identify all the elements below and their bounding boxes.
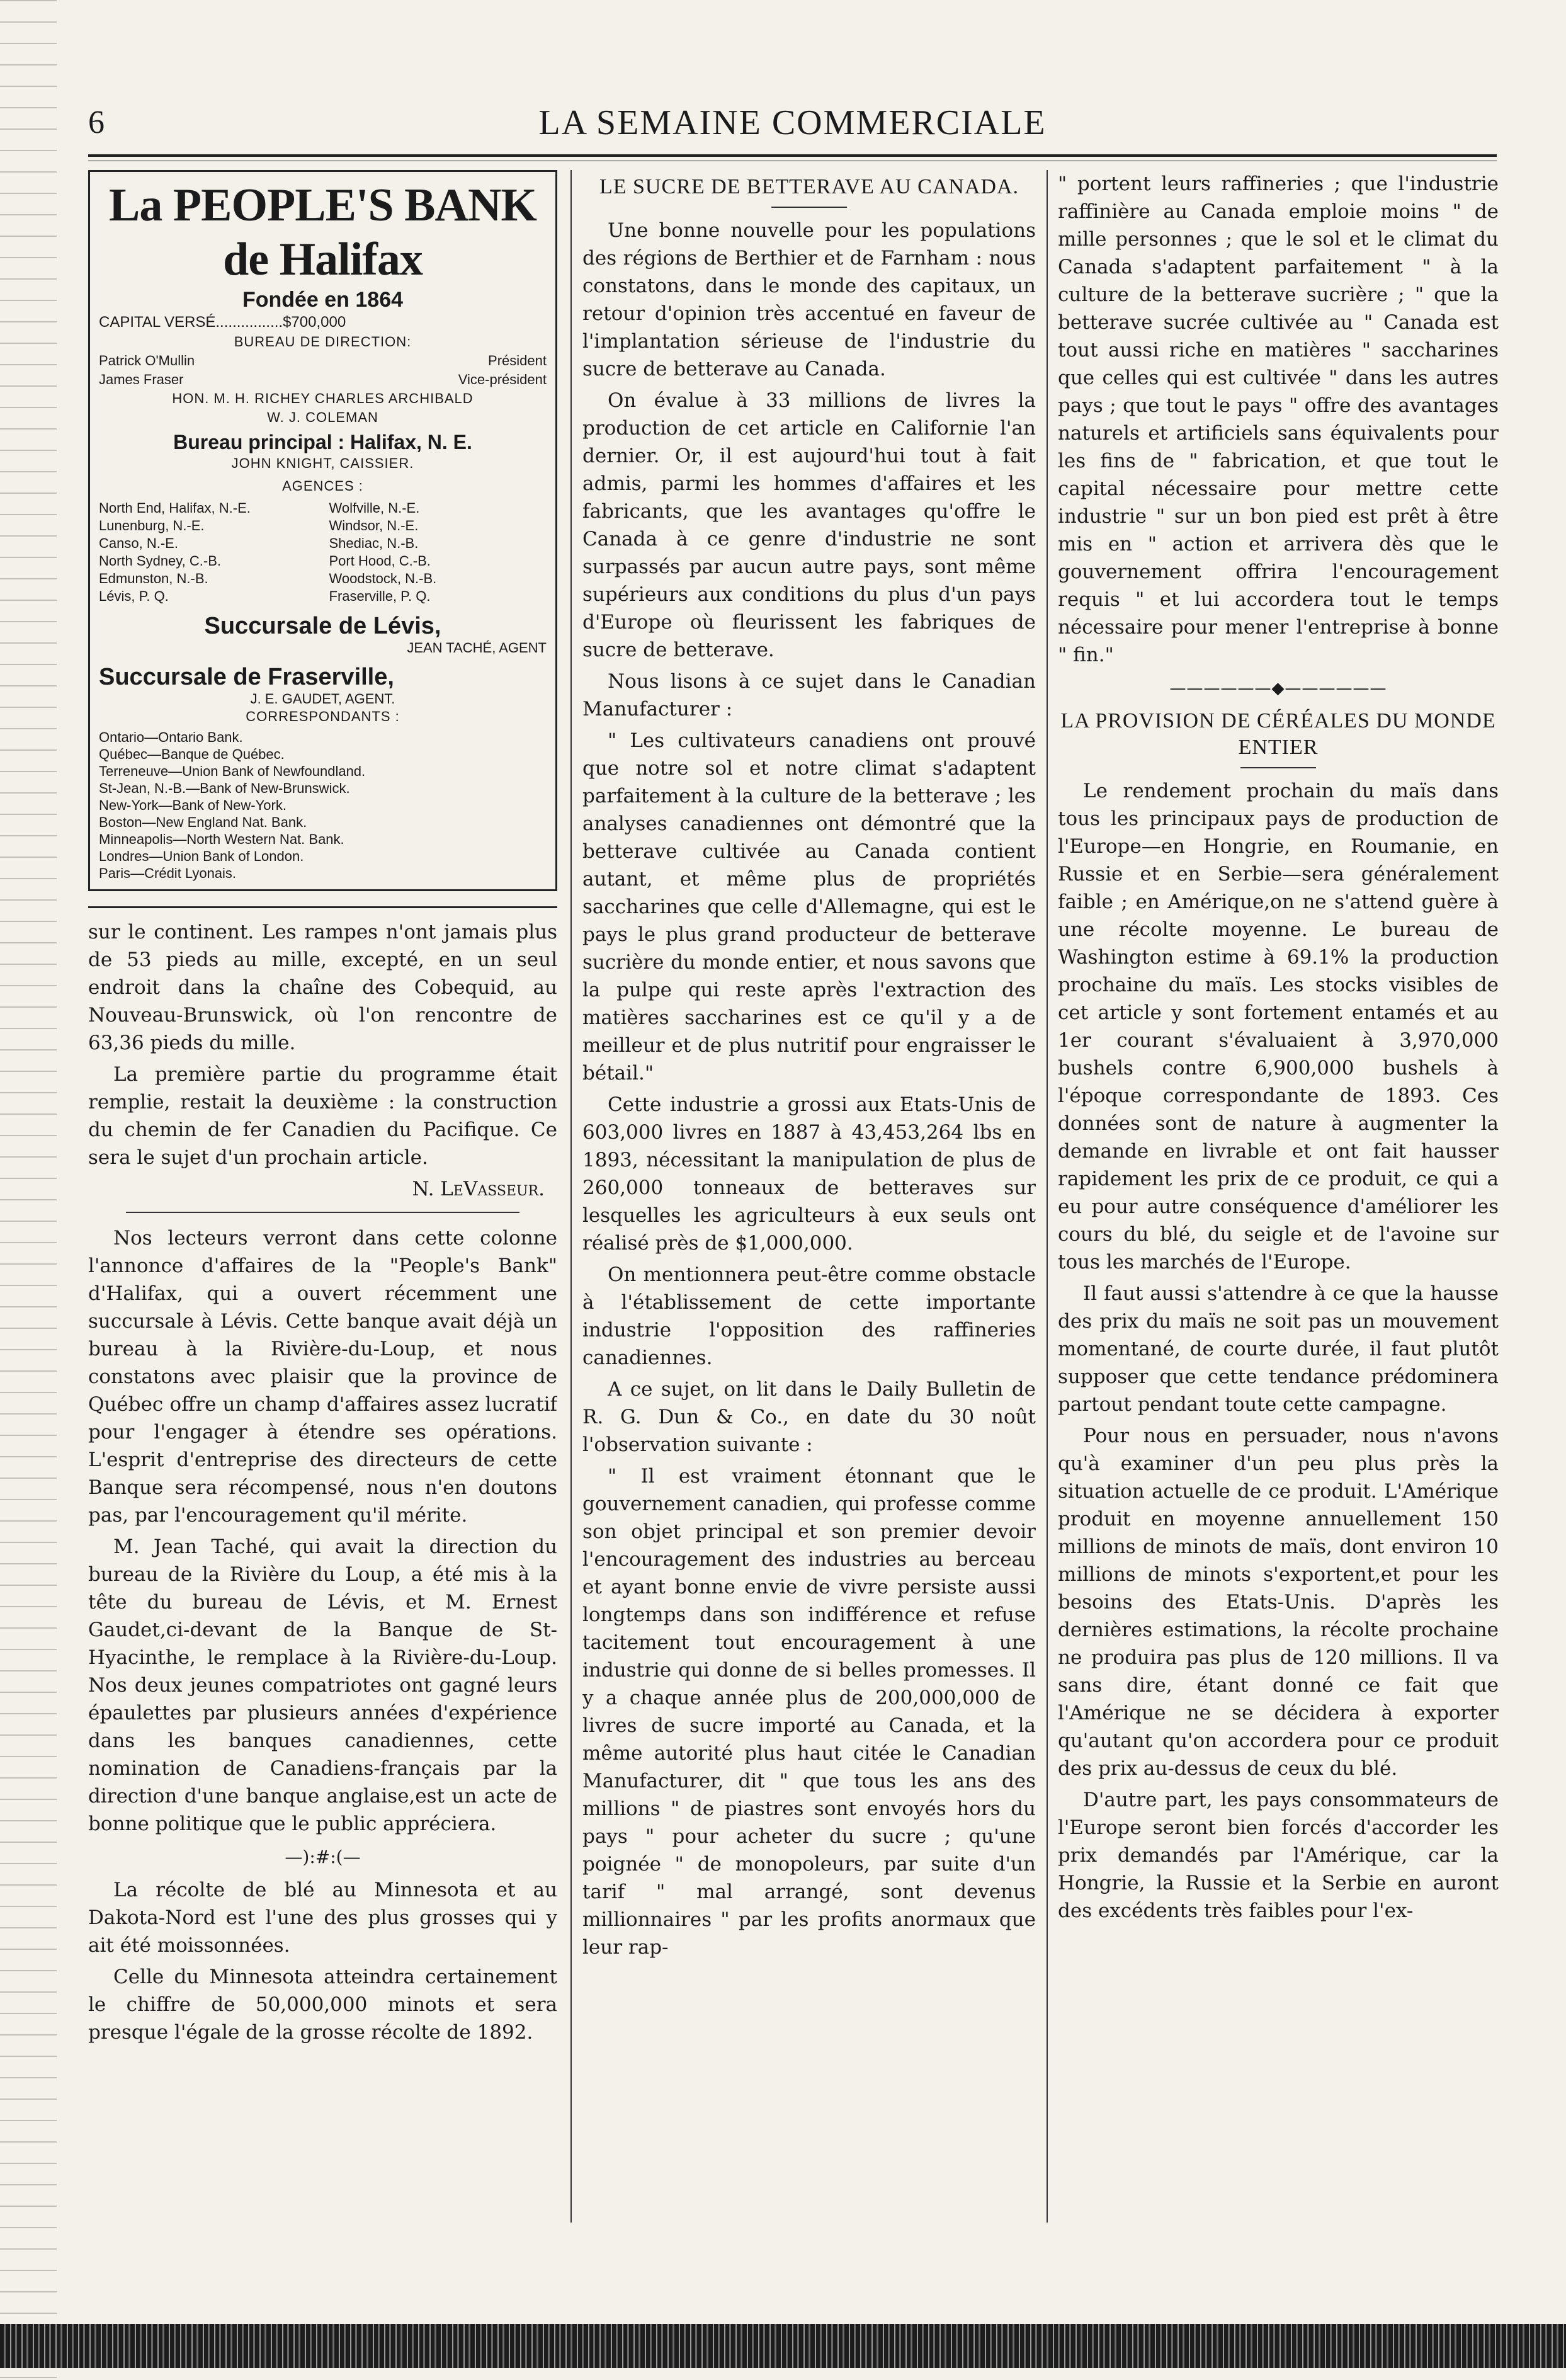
signature: N. LeVasseur. <box>412 1178 545 1200</box>
journal-title: LA SEMAINE COMMERCIALE <box>538 103 1047 142</box>
paragraph: " Les cultivateurs canadiens ont prouvé que notre sol et notre climat s'adaptent parfaitement à la culture de la betterave ; les analyses canadiennes ont démontré que la betterave cultivée au Canada contient autant, et même plus de propriétés saccharines que celle d'Allemagne, qui est le pays le plus grand producteur de betterave sucrière du monde entier, et nous savons que la pulpe qui reste après l'extraction des matières saccharines est ce qu'il y a de meilleur et de plus nutritif pour engraisser le bétail." <box>582 729 1036 1085</box>
ad-board-row <box>99 351 547 370</box>
ad-correspondent: New-York—Bank of New-York. <box>99 797 287 813</box>
ad-board-role: Vice-président <box>458 372 547 387</box>
paragraph: sur le continent. Les rampes n'ont jamais plus de 53 pieds au mille, excepté, en un seul endroit dans la chaîne des Cobequid, au Nouveau-Brunswick, où l'on rencontre de 63,36 pieds du mille. <box>88 921 557 1054</box>
ad-bureau: Bureau principal : Halifax, N. E. <box>173 431 472 453</box>
ad-agencies-list <box>99 499 547 605</box>
ad-correspondent: Minneapolis—North Western Nat. Bank. <box>99 831 344 847</box>
ad-succursale-levis: Succursale de Lévis, <box>204 613 441 639</box>
ad-agency: Lunenburg, N.-E. <box>99 518 205 533</box>
ad-fraserville-agent: J. E. GAUDET, AGENT. <box>250 691 395 707</box>
ad-correspondent: Ontario—Ontario Bank. <box>99 729 243 745</box>
ad-capital: CAPITAL VERSÉ................$700,000 <box>99 314 346 331</box>
ad-board-name: James Fraser <box>99 372 184 387</box>
page-number: 6 <box>88 105 105 140</box>
ad-board-role: Président <box>488 353 547 368</box>
ad-board-extra: HON. M. H. RICHEY CHARLES ARCHIBALD <box>172 390 474 406</box>
ad-correspondent: Québec—Banque de Québec. <box>99 746 285 762</box>
ad-correspondents-heading: CORRESPONDANTS : <box>246 709 400 724</box>
ad-agency: Port Hood, C.-B. <box>329 553 431 569</box>
paragraph: A ce sujet, on lit dans le Daily Bulletin de R. G. Dun & Co., en date du 30 noût l'observation suivante : <box>582 1378 1036 1456</box>
ad-agency: Canso, N.-E. <box>99 535 178 551</box>
article-heading: LA PROVISION DE CÉRÉALES DU MONDE ENTIER <box>1060 709 1496 759</box>
ad-agency: North Sydney, C.-B. <box>99 553 221 569</box>
column-rule <box>570 170 572 2223</box>
paragraph: " Il est vraiment étonnant que le gouvernement canadien, qui professe comme son objet principal et son premier devoir l'encouragement des industries au berceau et ayant bonne envie de vivre persiste aussi longtemps dans son indifférence et refuse tacitement tout encouragement à une industrie qui donne de si belles promesses. Il y a chaque année plus de 200,000,000 de livres de sucre importé au Canada, et la même autorité plus haut citée le Canadian Manufacturer, dit " que tous les ans des millions " de piastres sont envoyés hors du pays " pour acheter du sucre ; qu'une poignée " de monopoleurs, par suite d'un tarif " mal arrangé, sont devenus millionnaires " par les profits anormaux que leur rap- <box>582 1465 1036 1959</box>
ad-agency: Fraserville, P. Q. <box>329 588 431 604</box>
heading-rule <box>1240 767 1316 768</box>
ad-succursale-fraserville: Succursale de Fraserville, <box>99 664 394 690</box>
ad-agencies-heading: AGENCES : <box>282 478 363 494</box>
ad-board-heading: BUREAU DE DIRECTION: <box>234 334 412 350</box>
paragraph: On évalue à 33 millions de livres la production de cet article en Californie l'an dernier. Or, il est aujourd'hui tout à fait admis, parmi les hommes d'affaires et les fabricants, que les avantages qu'offre le Canada à ce genre d'industrie ne sont surpassés par aucun autre pays, sont même supérieurs aux conditions du plus d'un pays d'Europe où fleurissent les fabriques de sucre de betterave. <box>582 389 1036 661</box>
ad-agency: Shediac, N.-B. <box>329 535 419 551</box>
paragraph: Cette industrie a grossi aux Etats-Unis de 603,000 livres en 1887 à 43,453,264 lbs en 1893, nécessitant la manipulation de plus de 260,000 tonneaux de betteraves sur lesquelles les agriculteurs à eux seuls ont réalisé près de $1,000,000. <box>582 1093 1036 1255</box>
paragraph: Une bonne nouvelle pour les populations des régions de Berthier et de Farnham : nous constatons, dans le monde des capitaux, un retour d'opinion très accentué en faveur de l'implantation sérieuse de l'industrie du sucre de betterave au Canada. <box>582 219 1036 380</box>
column-rule <box>1047 170 1048 2223</box>
ad-agency: Edmunston, N.-B. <box>99 571 208 586</box>
ad-levis-agent: JEAN TACHÉ, AGENT <box>407 640 547 656</box>
paragraph: La récolte de blé au Minnesota et au Dakota-Nord est l'une des plus grosses qui y ait été moissonnées. <box>88 1879 557 1957</box>
paragraph: Pour nous en persuader, nous n'avons qu'à examiner d'un peu plus près la situation actuelle de ce produit. L'Amérique produit en moyenne annuellement 150 millions de minots de maïs, dont environ 10 millions de minots s'exportent,et pour les besoins des Etats-Unis. D'après les dernières estimations, la récolte prochaine ne produira pas plus de 120 millions. Il va sans dire, étant donné ce fait que l'Amérique ne se décidera à exporter qu'autant qu'on accordera pour ce produit des prix au-dessus de ceux du blé. <box>1058 1425 1499 1780</box>
paragraph: Nos lecteurs verront dans cette colonne l'annonce d'affaires de la "People's Bank" d'Halifax, qui a ouvert récemment une succursale à Lévis. Cette banque avait déjà un bureau à la Rivière-du-Loup, et nous constatons avec plaisir que la province de Québec offre un champ d'affaires assez lucratif pour l'engager à étendre ses opérations. L'esprit d'entreprise des directeurs de cette Banque sera récompensé, nous n'en doutons pas, par l'encouragement qu'il mérite. <box>88 1227 557 1527</box>
page-header <box>88 94 1497 151</box>
ad-agency: Lévis, P. Q. <box>99 588 169 604</box>
ad-correspondents-list <box>99 729 547 882</box>
paragraph: D'autre part, les pays consommateurs de l'Europe seront bien forcés d'accorder les prix demandés par l'Amérique, car la Hongrie, la Russie et la Serbie en auront des excédents très faibles pour l'ex- <box>1058 1789 1499 1922</box>
ad-board-row <box>99 370 547 389</box>
ad-agency: North End, Halifax, N.-E. <box>99 500 251 516</box>
ad-correspondent: St-Jean, N.-B.—Bank of New-Brunswick. <box>99 780 350 796</box>
column-1 <box>88 170 557 2223</box>
ornamental-rule: ——————◆—————— <box>1169 679 1387 698</box>
paragraph: On mentionnera peut-être comme obstacle à l'établissement de cette importante industrie l'opposition des raffineries canadiennes. <box>582 1263 1036 1369</box>
ad-agency: Windsor, N.-E. <box>329 518 419 533</box>
bank-advertisement <box>88 170 557 891</box>
ad-founded: Fondée en 1864 <box>242 288 404 312</box>
heading-rule <box>771 207 847 208</box>
article-heading: LE SUCRE DE BETTERAVE AU CANADA. <box>599 175 1019 198</box>
ad-correspondent: Terreneuve—Union Bank of Newfoundland. <box>99 763 366 779</box>
ad-correspondent: Londres—Union Bank of London. <box>99 848 304 864</box>
separator-ornament: —):#:(— <box>285 1847 361 1867</box>
section-rule <box>88 906 557 908</box>
section-rule <box>126 1212 519 1213</box>
ad-agency: Woodstock, N.-B. <box>329 571 437 586</box>
ad-cashier: JOHN KNIGHT, CAISSIER. <box>231 455 414 471</box>
ad-board-name: Patrick O'Mullin <box>99 353 195 368</box>
ad-board-extra: W. J. COLEMAN <box>267 409 378 425</box>
ad-title: La PEOPLE'S BANK de Halifax <box>109 179 536 285</box>
paragraph: Celle du Minnesota atteindra certainement le chiffre de 50,000,000 minots et sera presque l'égale de la grosse récolte de 1892. <box>88 1966 557 2044</box>
column-2 <box>582 170 1036 2223</box>
paragraph: M. Jean Taché, qui avait la direction du bureau de la Rivière du Loup, a été mis à la tête du bureau de Lévis, et M. Ernest Gaudet,ci-devant de la Banque de St-Hyacinthe, le remplace à la Rivière-du-Loup. Nos deux jeunes compatriotes ont gagné leurs épaulettes par plusieurs années d'expérience dans les banques canadiennes, cette nomination de Canadiens-français par la direction d'une banque anglaise,est un acte de bonne politique que le public appréciera. <box>88 1535 557 1835</box>
paragraph: " portent leurs raffineries ; que l'industrie raffinière au Canada emploie moins " de mille personnes ; que le sol et le climat du Canada s'adaptent parfaitement " à la culture de la betterave sucrière ; " que la betterave sucrée cultivée au " Canada est tout aussi riche en matières " saccharines que celles qui est cultivée " dans les autres pays ; que tout le pays " offre des avantages naturels et artificiels sans équivalents pour les fins de " fabrication, et que tout le capital nécessaire pour mettre cette industrie " sur un bon pied est prêt à être mis en " action et arrivera dès que le gouvernement offrira l'encouragement requis " et lui accordera tout le temps nécessaire pour mener l'entreprise à bonne " fin." <box>1058 173 1499 666</box>
column-3 <box>1058 170 1499 2223</box>
ad-correspondent: Boston—New England Nat. Bank. <box>99 814 307 830</box>
binding-shadow <box>0 0 57 2380</box>
paragraph: La première partie du programme était remplie, restait la deuxième : la construction du chemin de fer Canadien du Pacifique. Ce sera le sujet d'un prochain article. <box>88 1063 557 1169</box>
paragraph: Nous lisons à ce sujet dans le Canadian Manufacturer : <box>582 670 1036 720</box>
ad-correspondent: Paris—Crédit Lyonais. <box>99 865 237 881</box>
header-rule <box>88 154 1497 161</box>
paragraph: Il faut aussi s'attendre à ce que la hausse des prix du maïs ne soit pas un mouvement momentané, de courte durée, il faut plutôt supposer que cette tendance prédominera partout pendant toute cette campagne. <box>1058 1282 1499 1416</box>
paragraph: Le rendement prochain du maïs dans tous les principaux pays de production de l'Europe—en Hongrie, en Roumanie, en Russie et en Serbie—sera généralement faible ; en Amérique,on ne s'attend guère à une récolte moyenne. Le bureau de Washington estime à 69.1% la production prochaine du maïs. Les stocks visibles de cet article y sont fortement entamés et au 1er courant s'évaluaient à 3,970,000 bushels contre 6,900,000 bushels à l'époque correspondante de 1893. Ces données sont de nature à augmenter la demande en livrable et ont fait hausser rapidement les prix de ce produit, ce qui a eu pour autre conséquence d'améliorer les cours du blé, du seigle et de l'avoine sur tous les marchés de l'Europe. <box>1058 780 1499 1273</box>
scan-edge-band <box>0 2324 1566 2368</box>
ad-agency: Wolfville, N.-E. <box>329 500 420 516</box>
